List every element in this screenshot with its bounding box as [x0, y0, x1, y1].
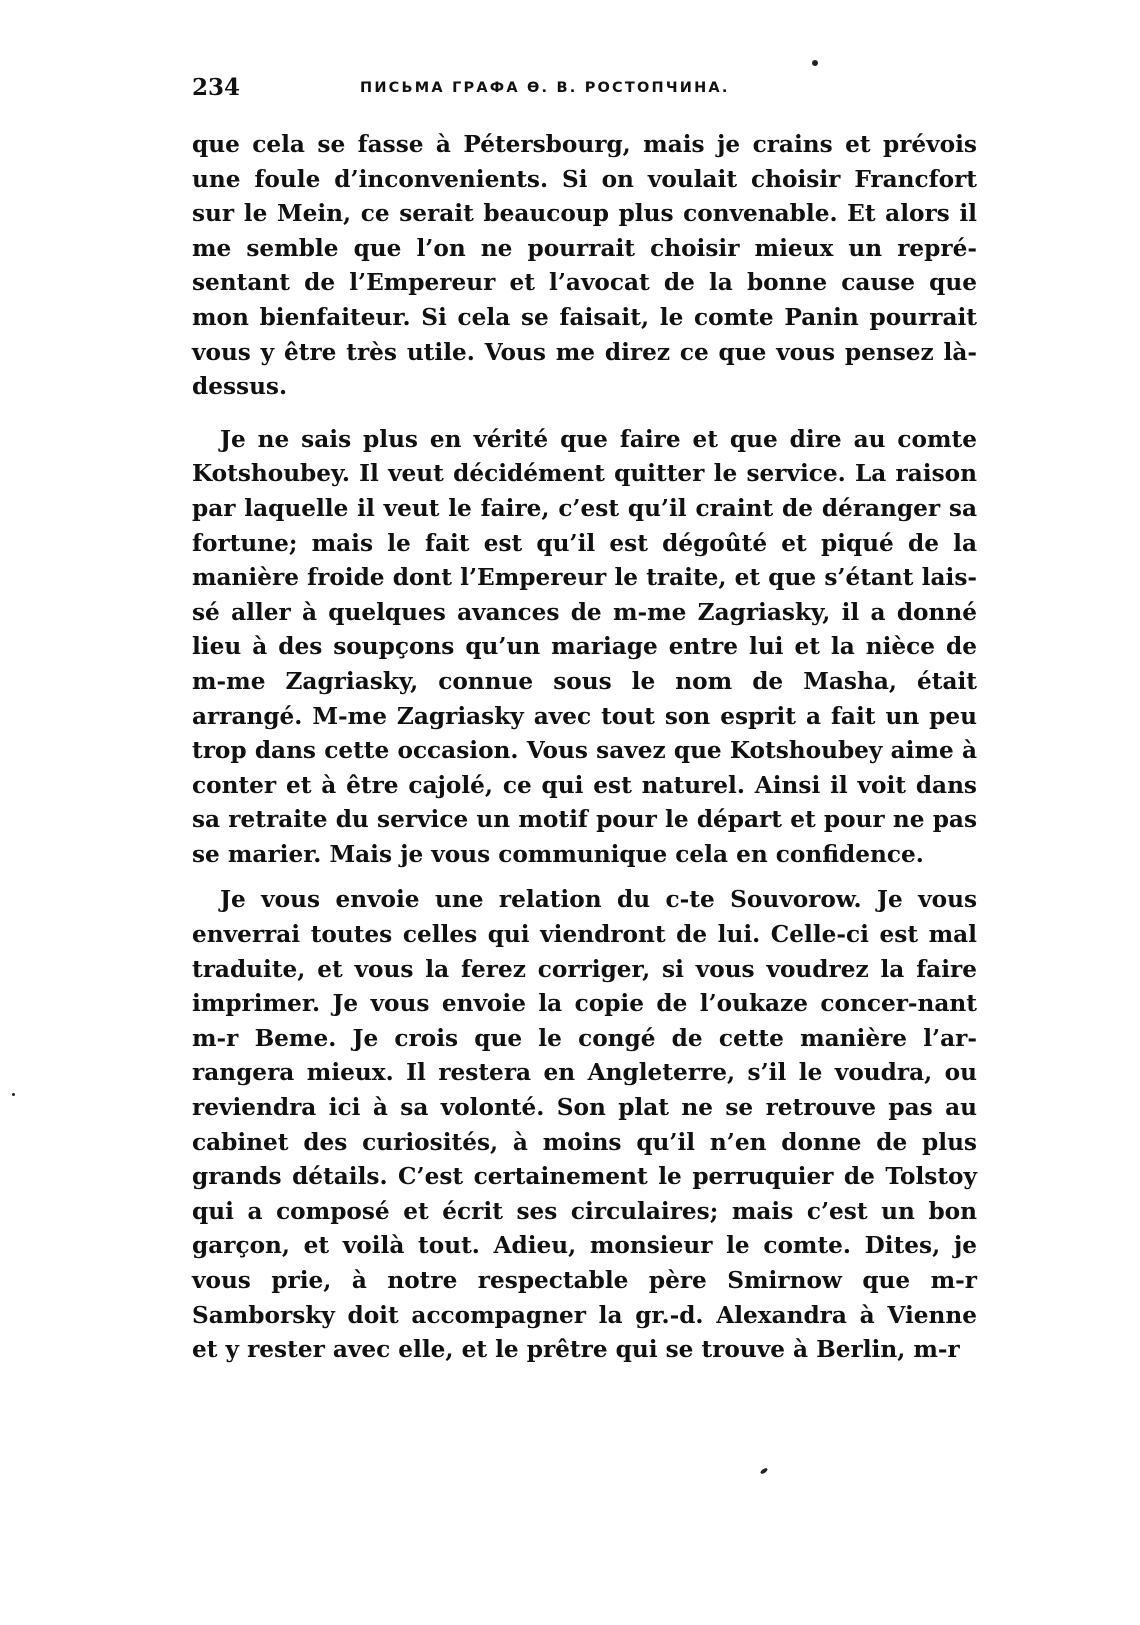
running-head [192, 70, 977, 106]
paragraph-2: Je ne sais plus en vérité que faire et que dire au comte Kotshoubey. Il veut décidément quitter le service. La raison par laquelle il veut le faire, c’est qu’il craint de déranger sa fortune; mais le fait est qu’il est dégoûté et piqué de la manière froide dont l’Empereur le traite, et que s’étant lais-sé aller à quelques avances de m-me Zagriasky, il a donné lieu à des soupçons qu’un mariage entre lui et la nièce de m-me Zagriasky, connue sous le nom de Masha, était arrangé. M-me Zagriasky avec tout son esprit a fait un peu trop dans cette occasion. Vous savez que Kotshoubey aime à conter et à être cajolé, ce qui est naturel. Ainsi il voit dans sa retraite du service un motif pour le départ et pour ne pas se marier. Mais je vous communique cela en confidence. [192, 425, 977, 868]
ink-speck [760, 1467, 769, 1475]
paragraph-3: Je vous envoie une relation du c-te Souvorow. Je vous enverrai toutes celles qui viendront de lui. Celle-ci est mal traduite, et vous la ferez corriger, si vous voudrez la faire imprimer. Je vous envoie la copie de l’oukaze concer-nant m-r Beme. Je crois que le congé de cette manière l’ar-rangera mieux. Il restera en Angleterre, s’il le voudra, ou reviendra ici à sa volonté. Son plat ne se retrouve pas au cabinet des curiosités, à moins qu’il n’en donne de plus grands détails. C’est certainement le perruquier de Tolstoy qui a composé et écrit ses circulaires; mais c’est un bon garçon, et voilà tout. Adieu, monsieur le comte. Dites, je vous prie, à notre respectable père Smirnow que m-r Samborsky doit accompagner la gr.-d. Alexandra à Vienne et y rester avec elle, et le prêtre qui se trouve à Berlin, m-r [192, 886, 977, 1364]
ink-speck [812, 60, 818, 66]
running-title: ПИСЬМА ГРАФА Ѳ. В. РОСТОПЧИНА. [360, 80, 730, 96]
body-text [192, 128, 977, 1368]
ink-speck [12, 1093, 15, 1096]
paragraph-1: que cela se fasse à Pétersbourg, mais je crains et prévois une foule d’inconvenients. Si on voulait choisir Francfort sur le Mein, ce serait beaucoup plus convenable. Et alors il me semble que l’on ne pourrait choisir mieux un repré-sentant de l’Empereur et l’avocat de la bonne cause que mon bienfaiteur. Si cela se faisait, le comte Panin pourrait vous y être très utile. Vous me direz ce que vous pensez là-dessus. [192, 131, 977, 401]
page-number: 234 [192, 74, 241, 101]
